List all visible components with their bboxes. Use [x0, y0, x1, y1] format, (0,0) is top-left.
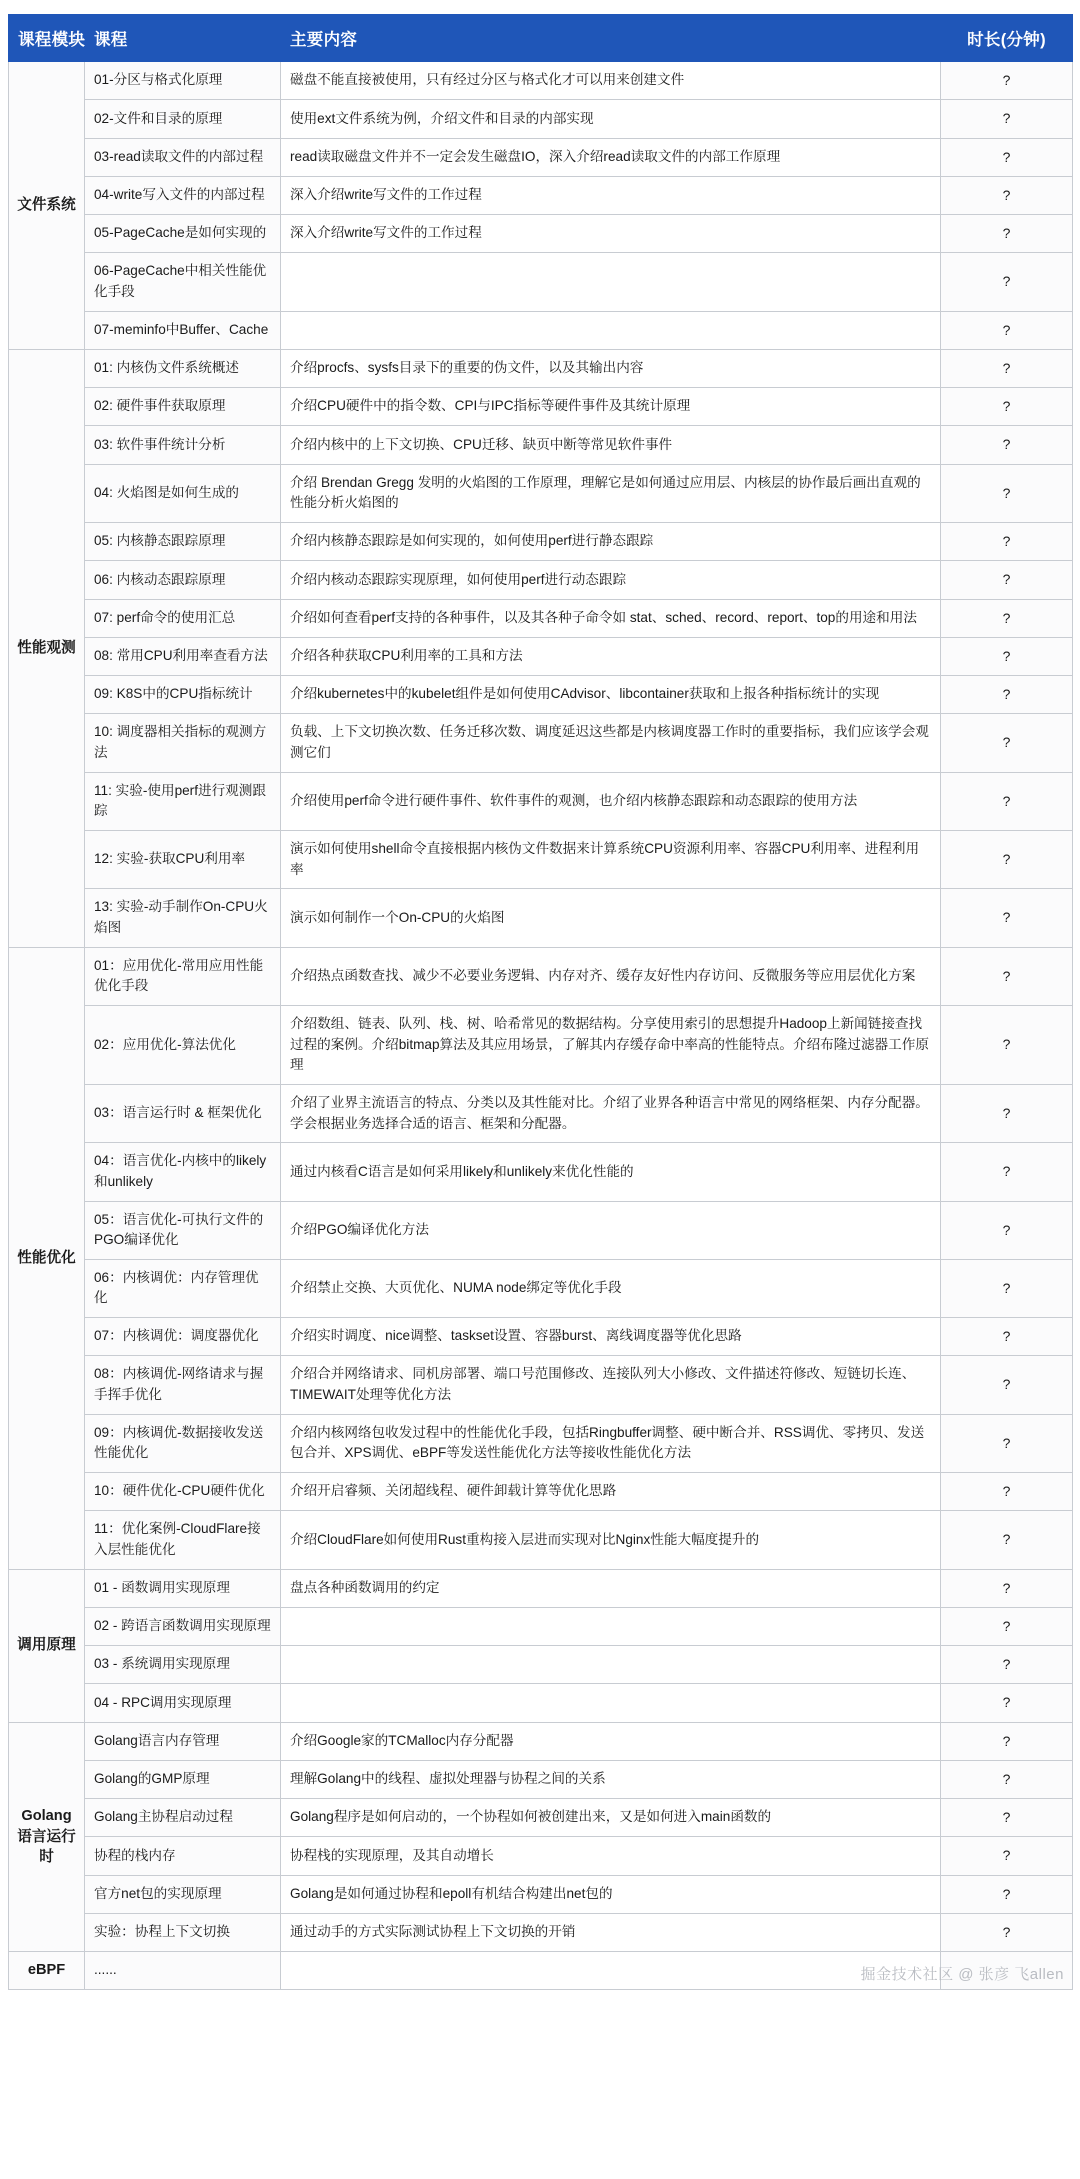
course-name-cell: 01 - 函数调用实现原理: [85, 1569, 281, 1607]
table-row: [9, 1952, 1073, 1990]
course-duration-cell: ?: [941, 1875, 1073, 1913]
table-row: [9, 215, 1073, 253]
table-row: [9, 349, 1073, 387]
table-row: [9, 311, 1073, 349]
course-name-cell: ......: [85, 1952, 281, 1990]
course-content-cell: 理解Golang中的线程、虚拟处理器与协程之间的关系: [281, 1760, 941, 1798]
course-name-cell: 08：内核调优-网络请求与握手挥手优化: [85, 1356, 281, 1414]
course-name-cell: 04-write写入文件的内部过程: [85, 176, 281, 214]
course-content-cell: [281, 311, 941, 349]
course-content-cell: 介绍了业界主流语言的特点、分类以及其性能对比。介绍了业界各种语言中常见的网络框架、内存分配器。学会根据业务选择合适的语言、框架和分配器。: [281, 1084, 941, 1142]
table-row: [9, 947, 1073, 1005]
table-row: [9, 138, 1073, 176]
table-row: [9, 599, 1073, 637]
course-duration-cell: ?: [941, 1084, 1073, 1142]
course-name-cell: 10: 调度器相关指标的观测方法: [85, 714, 281, 772]
course-content-cell: 磁盘不能直接被使用，只有经过分区与格式化才可以用来创建文件: [281, 62, 941, 100]
table-row: [9, 176, 1073, 214]
course-content-cell: 介绍内核静态跟踪是如何实现的，如何使用perf进行静态跟踪: [281, 523, 941, 561]
course-duration-cell: ?: [941, 1473, 1073, 1511]
course-content-cell: [281, 1646, 941, 1684]
course-name-cell: 01：应用优化-常用应用性能优化手段: [85, 947, 281, 1005]
course-name-cell: 08: 常用CPU利用率查看方法: [85, 637, 281, 675]
table-row: [9, 388, 1073, 426]
course-duration-cell: ?: [941, 1005, 1073, 1084]
table-row: [9, 1414, 1073, 1472]
course-duration-cell: ?: [941, 1607, 1073, 1645]
course-duration-cell: [941, 1952, 1073, 1990]
table-row: [9, 714, 1073, 772]
course-content-cell: 介绍内核网络包收发过程中的性能优化手段，包括Ringbuffer调整、硬中断合并、RSS调优、零拷贝、发送包合并、XPS调优、eBPF等发送性能优化方法等接收性能优化方法: [281, 1414, 941, 1472]
table-row: [9, 1875, 1073, 1913]
table-row: [9, 561, 1073, 599]
course-name-cell: 05：语言优化-可执行文件的PGO编译优化: [85, 1201, 281, 1259]
table-row: [9, 1913, 1073, 1951]
course-content-cell: 介绍CloudFlare如何使用Rust重构接入层进而实现对比Nginx性能大幅度提升的: [281, 1511, 941, 1569]
course-name-cell: 12: 实验-获取CPU利用率: [85, 830, 281, 888]
course-duration-cell: ?: [941, 1684, 1073, 1722]
course-content-cell: [281, 1684, 941, 1722]
table-row: [9, 1684, 1073, 1722]
module-cell: 性能观测: [9, 349, 85, 947]
course-content-cell: 介绍CPU硬件中的指令数、CPI与IPC指标等硬件事件及其统计原理: [281, 388, 941, 426]
table-row: [9, 1569, 1073, 1607]
course-duration-cell: ?: [941, 523, 1073, 561]
course-name-cell: 11：优化案例-CloudFlare接入层性能优化: [85, 1511, 281, 1569]
course-content-cell: 负载、上下文切换次数、任务迁移次数、调度延迟这些都是内核调度器工作时的重要指标，我们应该学会观测它们: [281, 714, 941, 772]
course-name-cell: 02：应用优化-算法优化: [85, 1005, 281, 1084]
course-content-cell: 介绍热点函数查找、减少不必要业务逻辑、内存对齐、缓存友好性内存访问、反微服务等应用层优化方案: [281, 947, 941, 1005]
course-name-cell: Golang语言内存管理: [85, 1722, 281, 1760]
course-name-cell: 03-read读取文件的内部过程: [85, 138, 281, 176]
table-row: [9, 523, 1073, 561]
course-content-cell: 通过内核看C语言是如何采用likely和unlikely来优化性能的: [281, 1143, 941, 1201]
course-content-cell: [281, 1607, 941, 1645]
column-header-content: 主要内容: [281, 15, 941, 62]
table-row: [9, 1760, 1073, 1798]
course-duration-cell: ?: [941, 1201, 1073, 1259]
course-name-cell: 03: 软件事件统计分析: [85, 426, 281, 464]
course-duration-cell: ?: [941, 176, 1073, 214]
course-content-cell: 介绍Google家的TCMalloc内存分配器: [281, 1722, 941, 1760]
table-row: [9, 1005, 1073, 1084]
course-content-cell: 介绍禁止交换、大页优化、NUMA node绑定等优化手段: [281, 1259, 941, 1317]
course-content-cell: 深入介绍write写文件的工作过程: [281, 215, 941, 253]
course-content-cell: 盘点各种函数调用的约定: [281, 1569, 941, 1607]
table-row: [9, 1318, 1073, 1356]
table-row: [9, 1084, 1073, 1142]
course-content-cell: Golang程序是如何启动的，一个协程如何被创建出来，又是如何进入main函数的: [281, 1799, 941, 1837]
course-name-cell: 官方net包的实现原理: [85, 1875, 281, 1913]
course-duration-cell: ?: [941, 676, 1073, 714]
course-name-cell: Golang主协程启动过程: [85, 1799, 281, 1837]
course-name-cell: 03 - 系统调用实现原理: [85, 1646, 281, 1684]
column-header-module: 课程模块: [9, 15, 85, 62]
course-content-cell: Golang是如何通过协程和epoll有机结合构建出net包的: [281, 1875, 941, 1913]
table-row: [9, 1356, 1073, 1414]
table-row: [9, 1473, 1073, 1511]
course-content-cell: 介绍内核中的上下文切换、CPU迁移、缺页中断等常见软件事件: [281, 426, 941, 464]
course-duration-cell: ?: [941, 561, 1073, 599]
course-content-cell: 介绍使用perf命令进行硬件事件、软件事件的观测，也介绍内核静态跟踪和动态跟踪的使用方法: [281, 772, 941, 830]
course-syllabus-table: [8, 14, 1073, 1990]
course-content-cell: 介绍内核动态跟踪实现原理，如何使用perf进行动态跟踪: [281, 561, 941, 599]
course-name-cell: 06-PageCache中相关性能优化手段: [85, 253, 281, 311]
course-name-cell: 04：语言优化-内核中的likely和unlikely: [85, 1143, 281, 1201]
table-header: [9, 15, 1073, 62]
table-row: [9, 889, 1073, 947]
course-duration-cell: ?: [941, 349, 1073, 387]
table-row: [9, 1799, 1073, 1837]
course-name-cell: Golang的GMP原理: [85, 1760, 281, 1798]
course-content-cell: 介绍kubernetes中的kubelet组件是如何使用CAdvisor、libcontainer获取和上报各种指标统计的实现: [281, 676, 941, 714]
table-row: [9, 1646, 1073, 1684]
course-duration-cell: ?: [941, 464, 1073, 522]
course-name-cell: 01: 内核伪文件系统概述: [85, 349, 281, 387]
table-row: [9, 1201, 1073, 1259]
course-content-cell: [281, 1952, 941, 1990]
course-duration-cell: ?: [941, 1799, 1073, 1837]
course-duration-cell: ?: [941, 947, 1073, 1005]
course-content-cell: 使用ext文件系统为例，介绍文件和目录的内部实现: [281, 100, 941, 138]
course-content-cell: 介绍实时调度、nice调整、taskset设置、容器burst、离线调度器等优化思路: [281, 1318, 941, 1356]
course-content-cell: [281, 253, 941, 311]
course-duration-cell: ?: [941, 714, 1073, 772]
course-duration-cell: ?: [941, 1259, 1073, 1317]
table-row: [9, 62, 1073, 100]
course-name-cell: 02: 硬件事件获取原理: [85, 388, 281, 426]
course-name-cell: 06: 内核动态跟踪原理: [85, 561, 281, 599]
table-body: [9, 62, 1073, 1990]
course-duration-cell: ?: [941, 1569, 1073, 1607]
table-row: [9, 830, 1073, 888]
course-content-cell: 介绍procfs、sysfs目录下的重要的伪文件，以及其输出内容: [281, 349, 941, 387]
course-name-cell: 06：内核调优：内存管理优化: [85, 1259, 281, 1317]
course-duration-cell: ?: [941, 426, 1073, 464]
course-content-cell: 介绍合并网络请求、同机房部署、端口号范围修改、连接队列大小修改、文件描述符修改、短链切长连、TIMEWAIT处理等优化方法: [281, 1356, 941, 1414]
course-duration-cell: ?: [941, 637, 1073, 675]
course-name-cell: 07-meminfo中Buffer、Cache: [85, 311, 281, 349]
table-row: [9, 772, 1073, 830]
course-duration-cell: ?: [941, 1511, 1073, 1569]
course-name-cell: 04: 火焰图是如何生成的: [85, 464, 281, 522]
table-row: [9, 1511, 1073, 1569]
course-content-cell: 协程栈的实现原理，及其自动增长: [281, 1837, 941, 1875]
course-name-cell: 11: 实验-使用perf进行观测跟踪: [85, 772, 281, 830]
course-content-cell: 演示如何使用shell命令直接根据内核伪文件数据来计算系统CPU资源利用率、容器CPU利用率、进程利用率: [281, 830, 941, 888]
course-content-cell: 深入介绍write写文件的工作过程: [281, 176, 941, 214]
course-duration-cell: ?: [941, 100, 1073, 138]
course-name-cell: 05: 内核静态跟踪原理: [85, 523, 281, 561]
course-duration-cell: ?: [941, 215, 1073, 253]
course-duration-cell: ?: [941, 889, 1073, 947]
table-row: [9, 100, 1073, 138]
table-row: [9, 637, 1073, 675]
table-row: [9, 1607, 1073, 1645]
course-duration-cell: ?: [941, 1414, 1073, 1472]
course-duration-cell: ?: [941, 1837, 1073, 1875]
course-content-cell: 介绍 Brendan Gregg 发明的火焰图的工作原理，理解它是如何通过应用层、内核层的协作最后画出直观的性能分析火焰图的: [281, 464, 941, 522]
course-name-cell: 01-分区与格式化原理: [85, 62, 281, 100]
module-cell: eBPF: [9, 1952, 85, 1990]
module-cell: 文件系统: [9, 62, 85, 350]
course-duration-cell: ?: [941, 599, 1073, 637]
header-row: [9, 15, 1073, 62]
module-cell: 调用原理: [9, 1569, 85, 1722]
table-row: [9, 1143, 1073, 1201]
course-name-cell: 13: 实验-动手制作On-CPU火焰图: [85, 889, 281, 947]
course-duration-cell: ?: [941, 1913, 1073, 1951]
course-duration-cell: ?: [941, 830, 1073, 888]
table-row: [9, 1259, 1073, 1317]
course-name-cell: 07: perf命令的使用汇总: [85, 599, 281, 637]
course-name-cell: 02 - 跨语言函数调用实现原理: [85, 1607, 281, 1645]
course-content-cell: 介绍各种获取CPU利用率的工具和方法: [281, 637, 941, 675]
watermark: 掘金技术社区 @ 张彦 飞allen: [860, 1965, 1064, 1983]
course-name-cell: 10：硬件优化-CPU硬件优化: [85, 1473, 281, 1511]
course-name-cell: 实验：协程上下文切换: [85, 1913, 281, 1951]
column-header-duration: 时长(分钟): [941, 15, 1073, 62]
course-duration-cell: ?: [941, 1143, 1073, 1201]
course-duration-cell: ?: [941, 772, 1073, 830]
course-name-cell: 05-PageCache是如何实现的: [85, 215, 281, 253]
table-row: [9, 1722, 1073, 1760]
course-duration-cell: ?: [941, 1318, 1073, 1356]
course-content-cell: 介绍数组、链表、队列、栈、树、哈希常见的数据结构。分享使用索引的思想提升Hadoop上新闻链接查找过程的案例。介绍bitmap算法及其应用场景，了解其内存缓存命中率高的性能特点。介绍布隆过滤器工作原理: [281, 1005, 941, 1084]
course-name-cell: 02-文件和目录的原理: [85, 100, 281, 138]
course-duration-cell: ?: [941, 138, 1073, 176]
course-content-cell: 介绍开启睿频、关闭超线程、硬件卸载计算等优化思路: [281, 1473, 941, 1511]
course-duration-cell: ?: [941, 1646, 1073, 1684]
course-name-cell: 04 - RPC调用实现原理: [85, 1684, 281, 1722]
course-duration-cell: ?: [941, 1760, 1073, 1798]
course-duration-cell: ?: [941, 388, 1073, 426]
course-name-cell: 09：内核调优-数据接收发送性能优化: [85, 1414, 281, 1472]
column-header-course: 课程: [85, 15, 281, 62]
table-row: [9, 676, 1073, 714]
course-content-cell: 通过动手的方式实际测试协程上下文切换的开销: [281, 1913, 941, 1951]
course-content-cell: 介绍如何查看perf支持的各种事件，以及其各种子命令如 stat、sched、record、report、top的用途和用法: [281, 599, 941, 637]
course-duration-cell: ?: [941, 253, 1073, 311]
course-name-cell: 07：内核调优：调度器优化: [85, 1318, 281, 1356]
course-content-cell: read读取磁盘文件并不一定会发生磁盘IO，深入介绍read读取文件的内部工作原理: [281, 138, 941, 176]
course-duration-cell: ?: [941, 311, 1073, 349]
module-cell: 性能优化: [9, 947, 85, 1569]
course-name-cell: 协程的栈内存: [85, 1837, 281, 1875]
course-content-cell: 演示如何制作一个On-CPU的火焰图: [281, 889, 941, 947]
course-duration-cell: ?: [941, 1722, 1073, 1760]
course-duration-cell: ?: [941, 1356, 1073, 1414]
table-row: [9, 464, 1073, 522]
course-name-cell: 09: K8S中的CPU指标统计: [85, 676, 281, 714]
course-content-cell: 介绍PGO编译优化方法: [281, 1201, 941, 1259]
course-name-cell: 03：语言运行时 & 框架优化: [85, 1084, 281, 1142]
table-row: [9, 1837, 1073, 1875]
table-row: [9, 426, 1073, 464]
module-cell: Golang 语言运行时: [9, 1722, 85, 1952]
course-duration-cell: ?: [941, 62, 1073, 100]
table-row: [9, 253, 1073, 311]
